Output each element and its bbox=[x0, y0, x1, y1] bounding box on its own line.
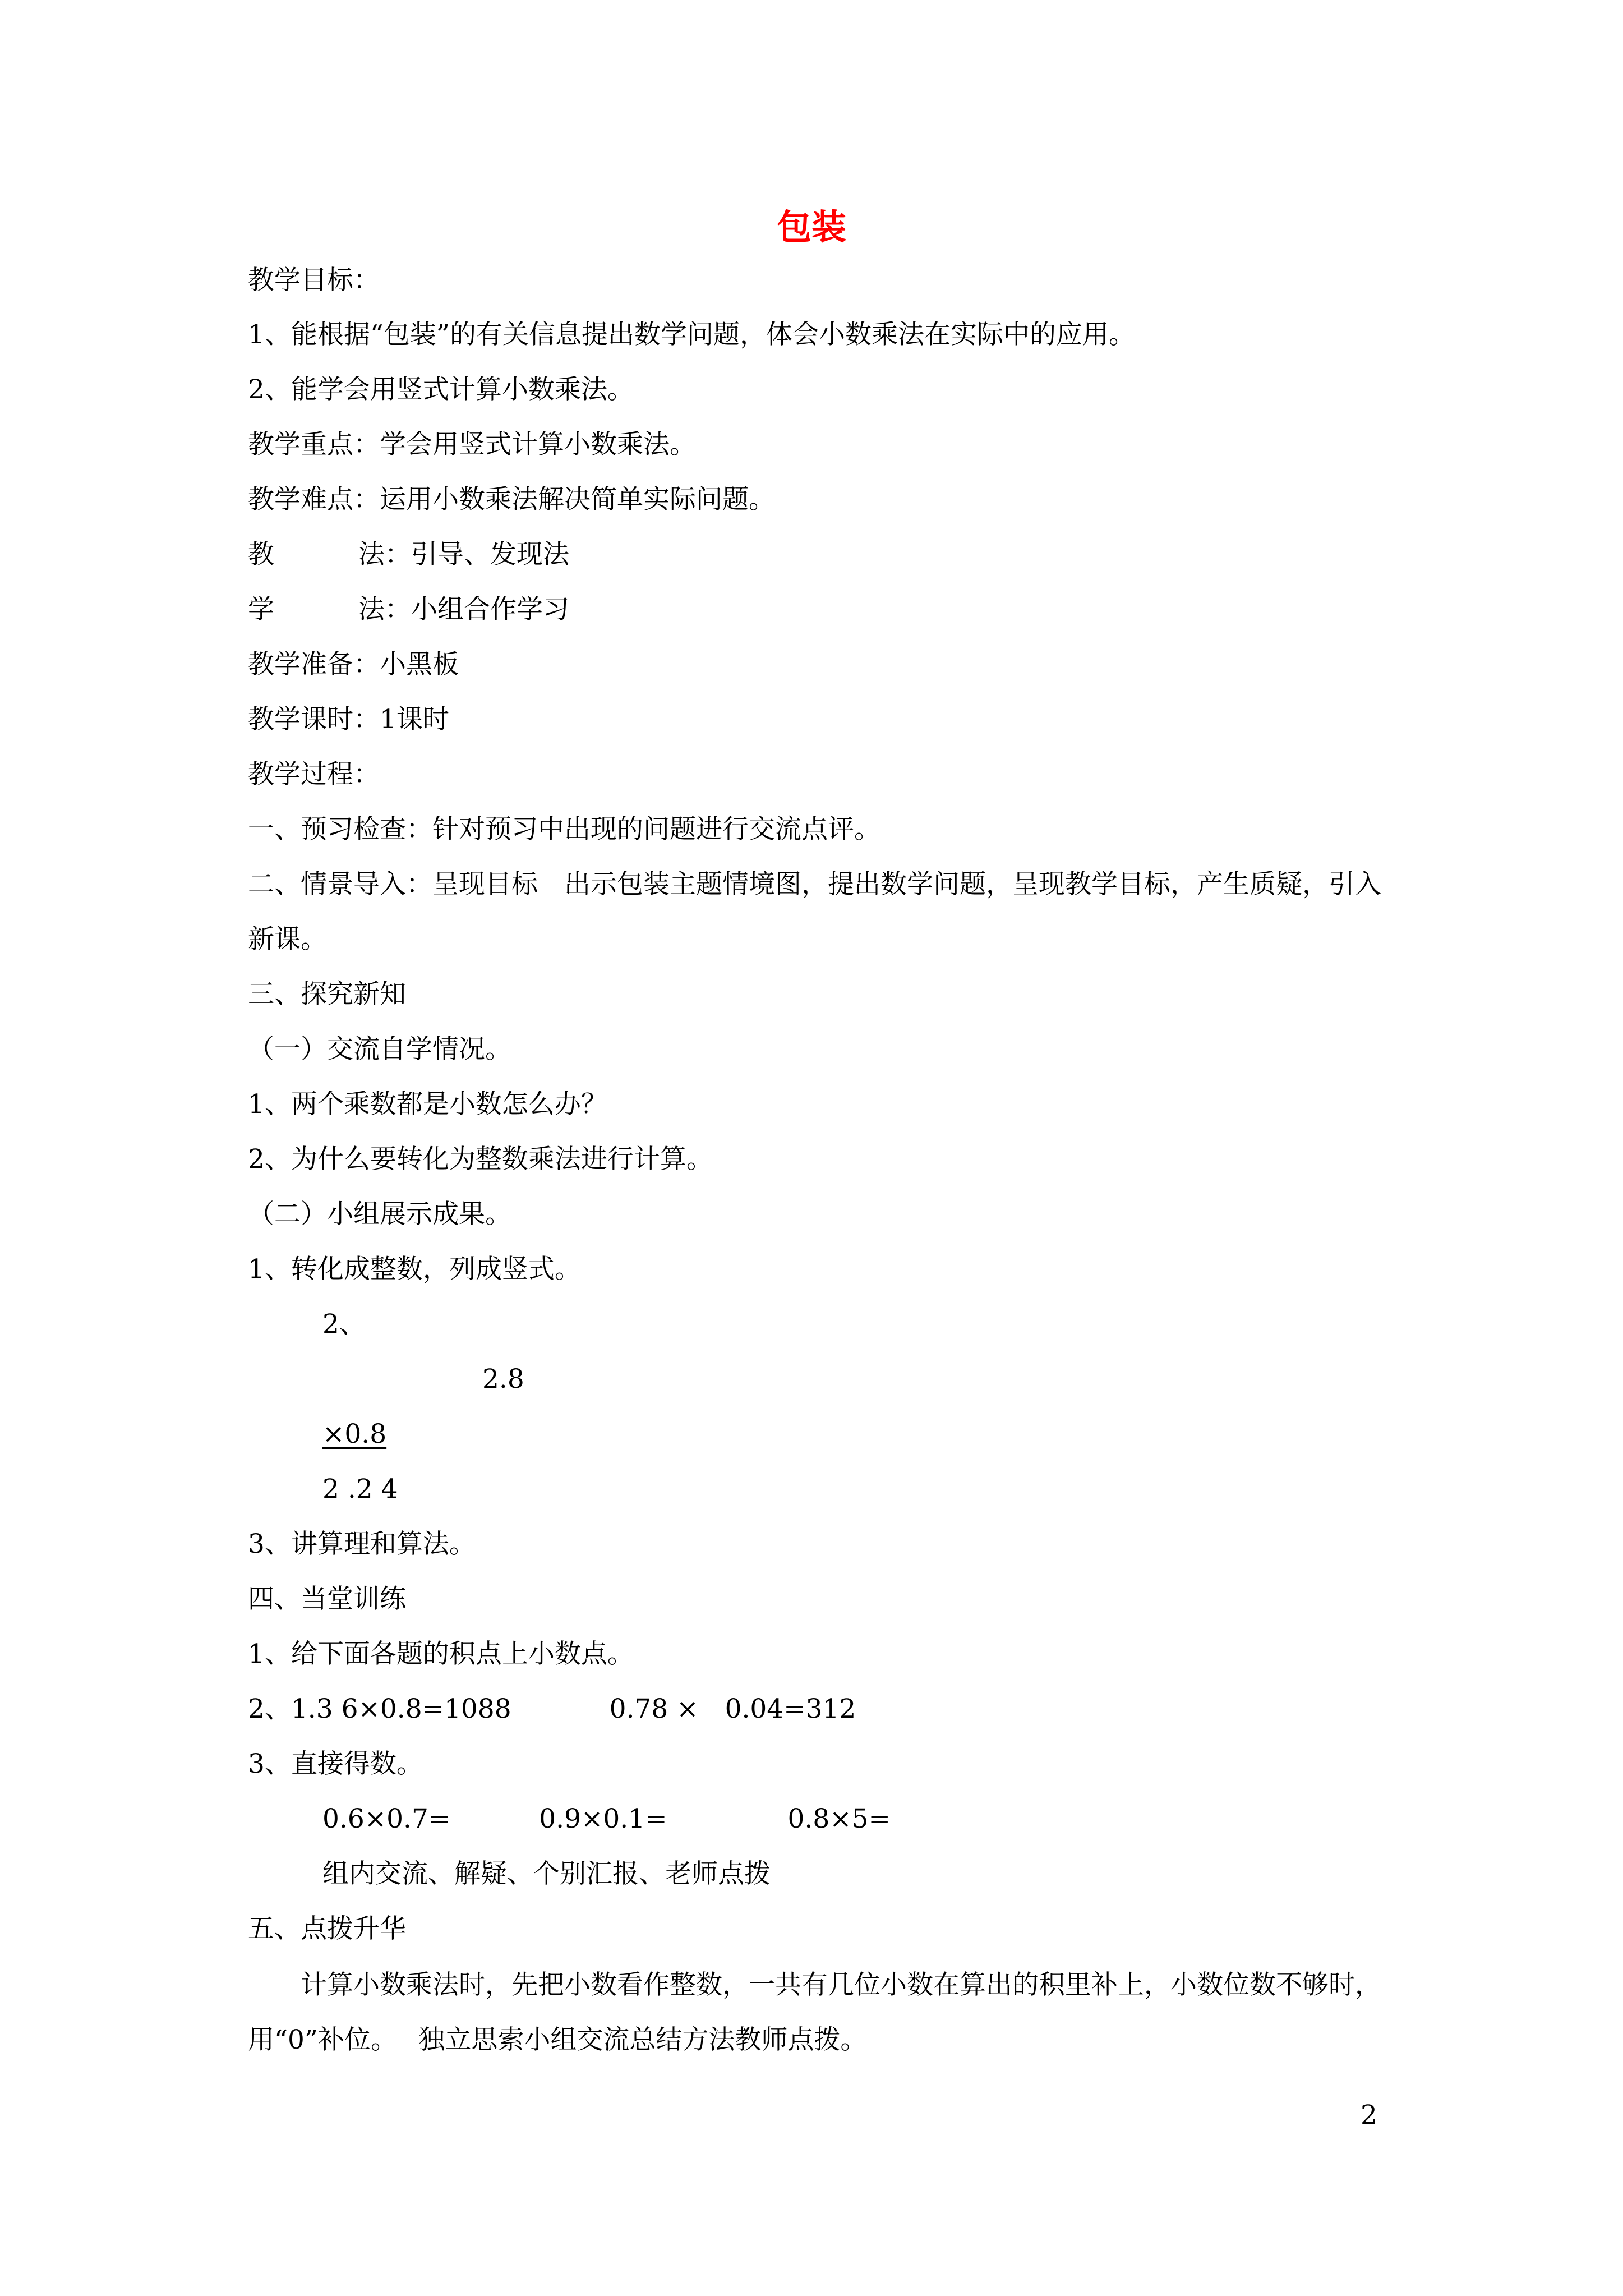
exercise-item: 3、直接得数。 bbox=[248, 1749, 423, 1779]
learning-method-value: 法：小组合作学习 bbox=[358, 594, 569, 625]
exercise-expression: 0.78 × 0.04=312 bbox=[609, 1694, 856, 1724]
exercise-item bbox=[248, 1690, 1392, 1729]
teaching-method-value: 法：引导、发现法 bbox=[358, 539, 569, 570]
section-label: 教学过程： bbox=[248, 759, 380, 790]
step-four: 四、当堂训练 bbox=[248, 1584, 406, 1614]
summary-paragraph: 计算小数乘法时，先把小数看作整数，一共有几位小数在算出的积里补上，小数位数不够时，用“0”补位。 独立思索小组交流总结方法教师点拨。 bbox=[248, 1970, 1381, 2055]
result-item: 2、 bbox=[322, 1309, 366, 1340]
vertical-calc-multiplier bbox=[322, 1415, 1467, 1454]
section-label: 教学目标： bbox=[248, 265, 380, 296]
vertical-calc-multiplicand: 2.8 bbox=[482, 1364, 524, 1395]
exercise-expression: 0.9×0.1= bbox=[539, 1803, 667, 1834]
sub-section: （二）小组展示成果。 bbox=[248, 1199, 511, 1230]
step-five: 五、点拨升华 bbox=[248, 1913, 406, 1944]
exercise-expression: 2、1.3 6×0.8=1088 bbox=[248, 1694, 511, 1724]
step-one: 一、预习检查：针对预习中出现的问题进行交流点评。 bbox=[248, 814, 880, 845]
learning-method-label: 学 bbox=[248, 594, 274, 625]
key-point: 教学重点：学会用竖式计算小数乘法。 bbox=[248, 429, 696, 460]
result-item: 1、转化成整数，列成竖式。 bbox=[248, 1254, 581, 1285]
difficulty: 教学难点：运用小数乘法解决简单实际问题。 bbox=[248, 484, 775, 515]
page-title: 包装 bbox=[776, 206, 846, 247]
objective-item: 2、能学会用竖式计算小数乘法。 bbox=[248, 374, 634, 405]
sub-section: （一）交流自学情况。 bbox=[248, 1034, 511, 1065]
preparation: 教学准备：小黑板 bbox=[248, 649, 459, 680]
exercise-expression: 0.8×5= bbox=[787, 1803, 891, 1834]
vertical-calc-product: 2 .2 4 bbox=[322, 1474, 398, 1504]
result-item: 3、讲算理和算法。 bbox=[248, 1529, 476, 1559]
question-item: 1、两个乘数都是小数怎么办？ bbox=[248, 1089, 607, 1120]
teaching-method-label: 教 bbox=[248, 539, 274, 570]
exercise-expression: 0.6×0.7= bbox=[322, 1803, 451, 1834]
step-two: 二、情景导入：呈现目标 出示包装主题情境图，提出数学问题，呈现教学目标，产生质疑，引入新课。 bbox=[248, 869, 1381, 955]
objective-item: 1、能根据“包装”的有关信息提出数学问题，体会小数乘法在实际中的应用。 bbox=[248, 319, 1135, 350]
question-item: 2、为什么要转化为整数乘法进行计算。 bbox=[248, 1144, 713, 1175]
learning-method bbox=[248, 590, 1392, 629]
page-number: 2 bbox=[1361, 2100, 1377, 2131]
exercise-row bbox=[322, 1800, 1467, 1839]
exercise-item: 1、给下面各题的积点上小数点。 bbox=[248, 1639, 634, 1669]
teaching-method bbox=[248, 535, 1392, 574]
class-hours: 教学课时：1课时 bbox=[248, 704, 449, 735]
exercise-note: 组内交流、解疑、个别汇报、老师点拨 bbox=[322, 1858, 771, 1889]
step-three: 三、探究新知 bbox=[248, 979, 406, 1010]
vertical-calc-multiplier-text: ×0.8 bbox=[322, 1419, 387, 1450]
